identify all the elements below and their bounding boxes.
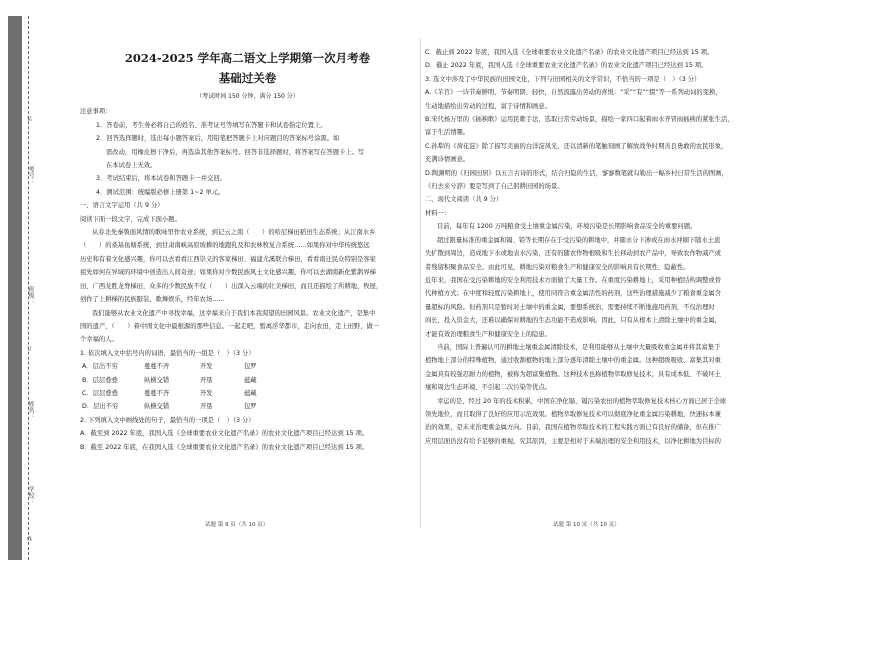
binding-strip <box>8 16 38 560</box>
q1-option-a-word4: 包罗 <box>244 363 257 371</box>
note-line: 2．回答选择题时，选出每小题答案后，用铅笔把答题卡上对应题目的答案标号涂黑。如 <box>96 135 340 143</box>
left-page-footer: 试题 第 9 页（共 10 页） <box>205 522 269 528</box>
q1-option-c-word2: 蔓蔓不齐 <box>144 389 170 397</box>
notes-heading: 注意事项： <box>80 108 112 116</box>
passage-line: 从春北先秦鲁面风情的歌咏里作农业系统，到记云之南（ ）的哈尼梯田稻田生态系统；从江南水乡 <box>92 229 376 237</box>
material-line: 近年来，我国在受污染耕地的安全利用技术方面做了大量工作。在重度污染耕地上，采用种植结构调整或替 <box>425 276 721 284</box>
q1-option-c-word1: C．层层叠叠 <box>82 389 118 397</box>
material-line: 量超标的风险。但药剂只是暂时对土壤中的重金属，要想系统治，需要持续不断地施用药剂，不仅治理时 <box>425 303 715 311</box>
material-line: 才能有效治理粮食生产和健康安全上的隐患。 <box>425 330 551 338</box>
section-one-instruction: 阅读下面一段文字，完成下面小题。 <box>80 215 181 223</box>
note-line: 3．考试结束后，将本试卷和答题卡一并交回。 <box>96 175 226 183</box>
passage-line: 个幸福的人。 <box>80 336 118 344</box>
material-line: 代种植方式；在中度和轻度污染耕地上，使用同符合重金属活性的药剂，这些治理措施减少了粮食重金属含 <box>425 290 721 298</box>
q1-option-c-word3: 开发 <box>200 389 213 397</box>
q1-option-a-word1: A．层出不穷 <box>82 363 118 371</box>
q1-option-b-word4: 蕴藏 <box>244 376 257 384</box>
section-two-heading: 二、现代文阅读（共 9 分） <box>425 196 503 204</box>
material-line: 间长，投入资金大，还难以确保对耕地的生态功能不造成影响。因此，只有从根本上清除土壤中的重金属， <box>425 317 721 325</box>
q3-option-line: B.宋代杨万里的《插秧歌》运用民歌手法，选取日常劳动场景，描绘一家四口起着雨水齐冒雨插秧的紧张生活， <box>425 116 734 124</box>
q3-option-line: A.《芣苢》一诗节奏鲜明、节奏明朗、轻快，自然流露出劳动的喜悦：“采”“有”“掇”等一系列动词的变换， <box>425 89 722 97</box>
q3-option-line: 生动地描绘出劳动的过程，富于诗情和画意。 <box>425 102 551 110</box>
q1-option-c-word4: 蕴藏 <box>244 389 257 397</box>
material-line: 金属具有较强忍耐力的植物，被称为超富集植物。这种技术也称植物萃取修复技术，具有成本低、不破坏土 <box>425 370 721 378</box>
material-line: 目前，每年有 1200 万吨粮食受土壤重金属污染，环境污染是长期影响食品安全的重要问题。 <box>437 223 697 231</box>
q3-option-line: C.孙犁的《荷花淀》除了描写美丽的白洋淀风光，还以清新的笔触刻画了解放战争时期善良勇敢的农民形象， <box>425 142 728 150</box>
material-line: 超过限量标准的重金属和镉、铅等长期存在于受污染的耕地中，并随水分下渗或在雨水冲刷下随水土流 <box>437 236 721 244</box>
q1-option-b-word1: B．层层叠叠 <box>82 376 118 384</box>
material-line: 当前，国际上普遍认可的耕地土壤重金属清除技术，是利用能够从土壤中大量吸收重金属并将其富集于 <box>437 343 721 351</box>
left-page <box>80 40 415 454</box>
material-one-label: 材料一： <box>425 209 451 217</box>
q3-option-line: 充满诗情画意。 <box>425 156 470 164</box>
q1-option-row-a <box>80 360 415 373</box>
passage-line: 创作了上耕梯的民族服装、歌舞娱乐，经年农场…… <box>80 296 225 304</box>
note-line: 4．测试范围：统编版必修上册第 1~2 单元。 <box>96 188 225 196</box>
note-line: 需改动，用橡皮擦干净后，再选涂其他答案标号。回答非选择题时，将答案写在答题卡上。写 <box>106 148 365 156</box>
q1-option-d-word4: 包罗 <box>244 403 257 411</box>
right-page-footer: 试题 第 10 页（共 10 页） <box>553 522 620 528</box>
question-1: 1. 依次填入文中括号内的词语，最恰当的一组是（ ）（3 分） <box>80 349 255 357</box>
passage-line: 国的遗产，（ ）着中国文化中最根源的那些信息。一起走吧，暂离浮华都市，走向农田，走上田野，做一 <box>80 322 380 330</box>
q1-option-b-word2: 纵横交错 <box>144 376 170 384</box>
material-line: 领先地位，而且取得了良好的应用示范效果。植物萃取修复技术可以彻底净化重金属污染耕地，快速标本兼 <box>425 410 721 418</box>
q1-option-a-word2: 蔓蔓不齐 <box>144 363 170 371</box>
q1-option-b-word3: 开垦 <box>200 376 213 384</box>
binding-mark-xian: 线 <box>26 536 32 541</box>
exam-meta: （考试时间 150 分钟，满分 150 分） <box>196 93 299 100</box>
binding-label-name: 姓名： <box>27 401 34 419</box>
passage-line: 田、广西龙胜龙脊梯田，众多的少数民族不仅（ ）出深入云端的壮美梯田，而且还描绘了所耕地、牧屋， <box>80 282 383 290</box>
q2-option-c: C．截止到 2022 年底，我国入选《全球重要农业文化遗产名录》的农业文化遗产项目已经达到 15 项。 <box>425 49 714 56</box>
material-line: 治的效果，是未来治理重金属方向。目前，我国在植物萃取技术的工程实践方面已有良好的储备，但在推广 <box>425 424 721 432</box>
material-line: 植物地上部分的特殊植物，通过收割植物的地上部分逐年清除土壤中的重金属。这种超级吸收、富集其对重 <box>425 357 721 365</box>
question-2: 2. 下列填入文中画线处的句子，最恰当的一项是（ ）（3 分） <box>80 416 255 424</box>
passage-line: （ ）的桑基鱼塘系统，到甘肃南峡高原坡耕的地跑乳及和农林牧复合系统……如果你对中华传统悠远 <box>80 242 370 250</box>
q2-option-a: A．截至到 2022 年底，我国入选《全球重要农业文化遗产名录》的农业文化遗产项目已经达到 15 项。 <box>80 430 369 438</box>
column-divider <box>420 38 421 528</box>
question-3: 3. 选文中涉及了中华民族的田园文化，下列与田园相关的文学常识，不恰当的一项是（ ）（3 分） <box>425 75 701 83</box>
binding-label-school: 学校： <box>27 486 34 504</box>
material-line: 者残留积聚食品安全。由此可见，耕地污染对粮食生产和健康安全的影响具有长期性、隐蔽性。 <box>425 263 690 271</box>
section-one-heading: 一、语言文字运用（共 9 分） <box>80 202 164 210</box>
q1-option-a-word3: 开发 <box>200 363 213 371</box>
q2-option-b: B．截至 2022 年底，在我国入选《全球重要农业文化遗产名录》的农业文化遗产项目已经达到 15 项。 <box>80 443 369 451</box>
binding-gray-bar <box>8 16 22 560</box>
q1-option-row-c <box>80 387 415 400</box>
q2-option-d: D．截止 2022 年底，我国入选《全球重要农业文化遗产名录》的农业文化遗产项目已经达到 15 项。 <box>425 62 708 70</box>
material-line: 幸运的是，经过 20 年的技术积累，中国在净化镉、镉污染农田的植物萃取修复技术核心方面已居于全球 <box>437 397 727 405</box>
material-line: 失扩散到周边，造成地下水或地表水污染，还有的随农作物根吸和生长移动到农产品中，导致农作物减产或 <box>425 250 721 258</box>
q1-option-row-b <box>80 374 415 387</box>
q3-option-line: 富于生活情趣。 <box>425 129 470 137</box>
passage-line: 祖先如何在异域的环境中创造出人间奇迹；如果你对少数民族风土文化感兴趣，你可以去湖南新化紫鹊界梯 <box>80 269 376 277</box>
q3-option-line: 《归去来兮辞》要是写到了自己躬耕田园的场景。 <box>425 183 564 191</box>
binding-mark-ding: 订 <box>26 346 32 351</box>
q1-option-row-d <box>80 400 415 413</box>
binding-mark-zhuang: 装 <box>26 116 32 121</box>
right-page <box>425 46 760 448</box>
note-line: 在本试卷上无效。 <box>106 162 157 170</box>
material-line: 壤和周边生态环境、不引起二次污染等优点。 <box>425 384 551 392</box>
binding-label-exam-number: 考号： <box>27 166 34 184</box>
note-line: 1．答卷前，考生务必将自己的姓名、准考证号等填写在答题卡和试卷指定位置上。 <box>96 121 327 129</box>
q1-option-d-word1: D．层出不穷 <box>82 403 119 411</box>
q1-option-d-word2: 纵横交错 <box>144 403 170 411</box>
exam-title: 2024-2025 学年高二语文上学期第一次月考卷 <box>124 51 371 65</box>
passage-line: 历史和有着文化感兴趣，你可以去看看江西崇义的客家梯田、福建尤溪联合梯田，看看南迁民众特别是客家 <box>80 255 376 263</box>
q1-option-d-word3: 开垦 <box>200 403 213 411</box>
passage-line: 我们能够从农业文化遗产中寻找幸福，这幸福来自于我们本我渴望的田园风景。农业文化遗产，是集中 <box>92 309 376 317</box>
material-line: 应用层面仍没有给予足够的重视。究其原因，主要是相对于末端治理的安全利用技术，以净化耕地为目标的 <box>425 437 721 445</box>
exam-subtitle: 基础过关卷 <box>218 71 277 85</box>
binding-label-class: 班级： <box>27 286 34 304</box>
q3-option-line: D.陶渊明的《归园田居》以五言古诗的形式，结合归隐的生活，寥寥数笔就勾勒出一幅乡村日常生活的图画， <box>425 169 728 177</box>
